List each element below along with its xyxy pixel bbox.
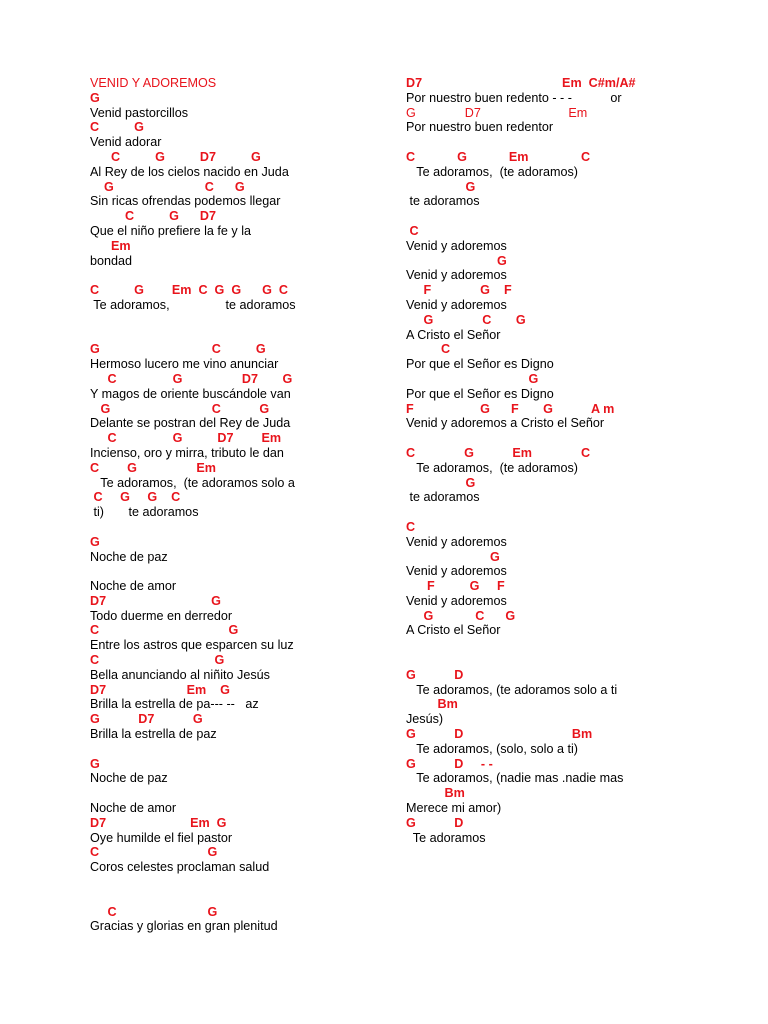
lyric-line: Noche de amor	[90, 801, 177, 816]
chord-line: C G D7	[90, 209, 216, 224]
chord-line: F G F	[406, 283, 512, 298]
lyric-line: Te adoramos, (te adoramos solo a	[90, 475, 295, 490]
chord-line: C G D7 G	[90, 371, 293, 386]
blank-line	[406, 209, 746, 224]
song-title: VENID Y ADOREMOS	[90, 76, 217, 90]
blank-line	[90, 890, 390, 905]
lyric-line: te adoramos	[406, 490, 480, 505]
chord-line: G D - -	[406, 756, 493, 771]
lyric-line: Bella anunciando al niñito Jesús	[90, 667, 270, 682]
chord-line: C G	[90, 120, 144, 135]
chord-line: G D	[406, 667, 464, 682]
chord-line: Bm	[406, 697, 458, 712]
blank-line	[406, 135, 746, 150]
lyric-line: Por nuestro buen redento - - - or	[406, 90, 622, 105]
chord-line: G	[406, 253, 507, 268]
chord-line: Em	[90, 238, 131, 253]
chord-line: Bm	[406, 786, 465, 801]
lyric-line: Todo duerme en derredor	[90, 608, 233, 623]
chord-line: C G G C	[90, 490, 181, 505]
lyric-line: Venid y adoremos	[406, 534, 507, 549]
lyric-line: Sin ricas ofrendas podemos llegar	[90, 194, 281, 209]
lyric-line: bondad	[90, 253, 133, 268]
chord-line: G C G	[406, 312, 526, 327]
lyric-line: Por nuestro buen redentor	[406, 120, 554, 135]
lyric-line: Venid adorar	[90, 135, 162, 150]
lyric-line: Te adoramos, (te adoramos)	[406, 164, 578, 179]
chord-line: D7 Em G	[90, 815, 227, 830]
chord-line: G D7 Em	[406, 105, 588, 120]
right-column	[406, 76, 746, 845]
chord-line: C G Em C	[406, 149, 591, 164]
lyric-line: Noche de paz	[90, 549, 168, 564]
lyric-line: Venid y adoremos	[406, 238, 507, 253]
lyric-line: Te adoramos	[406, 830, 486, 845]
lyric-line: Venid y adoremos	[406, 297, 507, 312]
chord-line: C G Em	[90, 460, 216, 475]
chord-line: C	[406, 223, 419, 238]
lyric-line: A Cristo el Señor	[406, 327, 501, 342]
chord-line: C	[406, 519, 416, 534]
chord-line: C G	[90, 845, 218, 860]
chord-line: G C G	[90, 401, 270, 416]
chord-line: C G	[90, 653, 225, 668]
lyric-line: Jesús)	[406, 712, 444, 727]
lyric-line: Entre los astros que esparcen su luz	[90, 638, 294, 653]
lyric-line: Merece mi amor)	[406, 801, 502, 816]
lyric-line: Por que el Señor es Digno	[406, 386, 554, 401]
blank-line	[90, 520, 390, 535]
blank-line	[406, 638, 746, 653]
lyric-line: Al Rey de los cielos nacido en Juda	[90, 164, 289, 179]
lyric-line: Te adoramos, (solo, solo a ti)	[406, 741, 578, 756]
chord-line: G	[406, 179, 476, 194]
chord-line: G	[406, 549, 500, 564]
lyric-line: Incienso, oro y mirra, tributo le dan	[90, 445, 284, 460]
blank-line	[406, 505, 746, 520]
chord-line: G	[90, 756, 100, 771]
chord-line: D7 Em C#m/A#	[406, 76, 636, 90]
chord-line: G	[90, 90, 100, 105]
lyric-line: Te adoramos, (te adoramos)	[406, 460, 578, 475]
lyric-line: Te adoramos, (nadie mas .nadie mas	[406, 771, 624, 786]
chord-line: C G D7 Em	[90, 431, 282, 446]
blank-line	[90, 328, 390, 343]
blank-line	[90, 313, 390, 328]
blank-line	[406, 431, 746, 446]
chord-line: C G	[90, 904, 218, 919]
chord-line: F G F G A m	[406, 401, 615, 416]
left-column	[90, 76, 390, 934]
lyric-line: Noche de amor	[90, 579, 177, 594]
chord-line: G D7 G	[90, 712, 203, 727]
chord-line: C G D7 G	[90, 149, 261, 164]
lyric-line: Venid y adoremos	[406, 268, 507, 283]
lyric-line: Delante se postran del Rey de Juda	[90, 416, 291, 431]
lyric-line: A Cristo el Señor	[406, 623, 501, 638]
lyric-line: Hermoso lucero me vino anunciar	[90, 357, 279, 372]
blank-line	[90, 742, 390, 757]
chord-line: D7 Em G	[90, 682, 230, 697]
lyric-line: Y magos de oriente buscándole van	[90, 386, 291, 401]
chord-line: C	[406, 342, 451, 357]
chord-line: G C G	[90, 179, 245, 194]
lyric-line: Venid y adoremos a Cristo el Señor	[406, 416, 605, 431]
chord-line: G	[406, 371, 539, 386]
lyric-line: Oye humilde el fiel pastor	[90, 830, 233, 845]
lyric-line: Venid y adoremos	[406, 593, 507, 608]
chord-line: C G	[90, 623, 239, 638]
chord-line: G C G	[90, 342, 266, 357]
lyric-line: Que el niño prefiere la fe y la	[90, 223, 252, 238]
lyric-line: Noche de paz	[90, 771, 168, 786]
lyric-line: Brilla la estrella de pa--- -- az	[90, 697, 259, 712]
lyric-line: Gracias y glorias en gran plenitud	[90, 919, 278, 934]
chord-line: C G Em C	[406, 445, 591, 460]
blank-line	[406, 653, 746, 668]
chord-line: G	[90, 534, 100, 549]
lyric-line: Venid pastorcillos	[90, 105, 189, 120]
lyric-line: ti) te adoramos	[90, 505, 199, 520]
blank-line	[90, 875, 390, 890]
lyric-line: Venid y adoremos	[406, 564, 507, 579]
lyric-line: Coros celestes proclaman salud	[90, 860, 270, 875]
chord-line: C G Em C G G G C	[90, 283, 289, 298]
lyric-line: te adoramos	[406, 194, 480, 209]
lyric-line: Por que el Señor es Digno	[406, 357, 554, 372]
chord-line: G C G	[406, 608, 516, 623]
chord-line: G D Bm	[406, 727, 593, 742]
lyric-line: Brilla la estrella de paz	[90, 727, 217, 742]
chord-line: G D	[406, 815, 464, 830]
chord-line: G	[406, 475, 476, 490]
lyric-line: Te adoramos, te adoramos	[90, 297, 296, 312]
chord-line: D7 G	[90, 593, 221, 608]
lyric-line: Te adoramos, (te adoramos solo a ti	[406, 682, 618, 697]
blank-line	[90, 268, 390, 283]
chord-line: F G F	[406, 579, 505, 594]
blank-line	[90, 564, 390, 579]
blank-line	[90, 786, 390, 801]
